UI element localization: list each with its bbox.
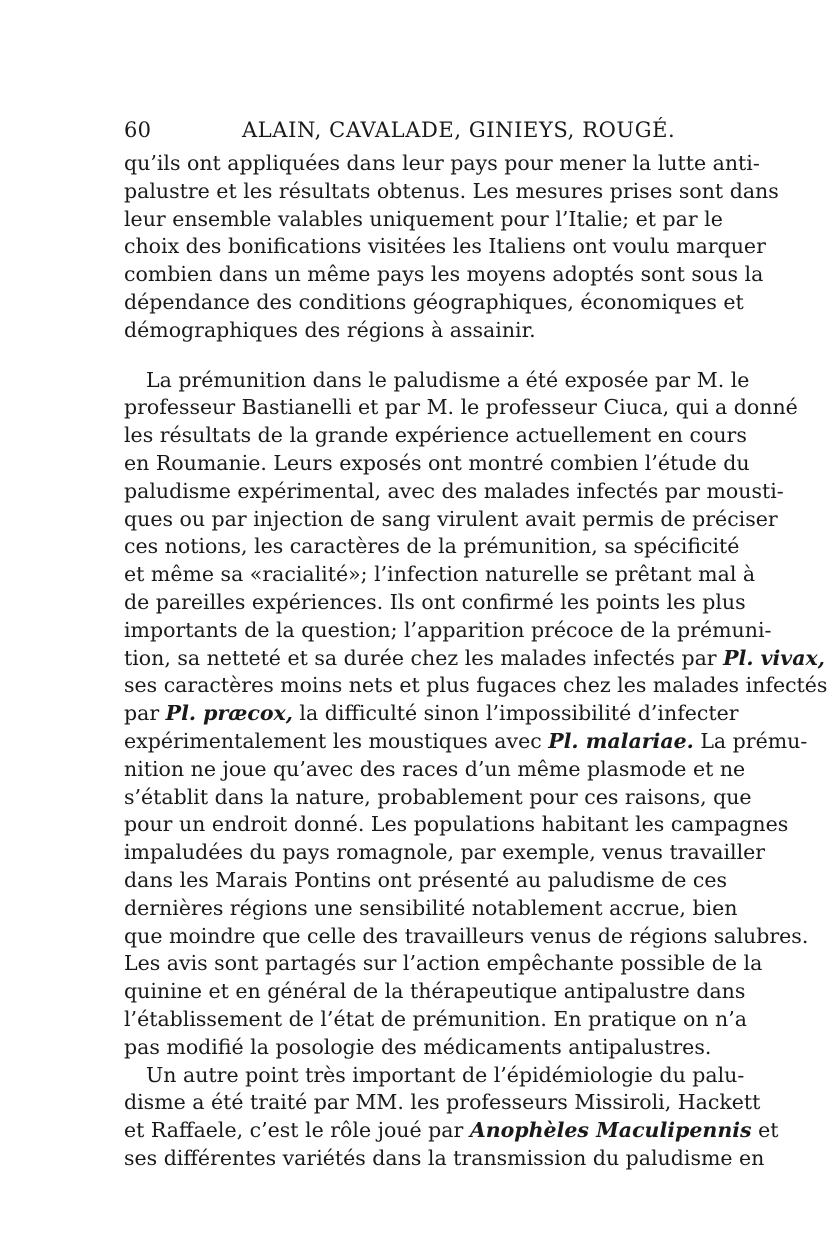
paragraph <box>124 367 827 1062</box>
paragraph-gap <box>124 345 681 367</box>
text-line: ses caractères moins nets et plus fugaces chez les malades infectés <box>124 673 827 698</box>
text-line: qu’ils ont appliquées dans leur pays pour mener la lutte anti- <box>124 151 760 175</box>
text-line: dépendance des conditions géographiques, économiques et <box>124 289 744 314</box>
text-line: impaludées du pays romagnole, par exemple, venus travailler <box>124 840 766 865</box>
text-line: s’établit dans la nature, probablement pour ces raisons, que <box>124 784 752 809</box>
text-line: disme a été traité par MM. les professeurs Missiroli, Hackett <box>124 1090 761 1115</box>
text-line: par Pl. præcox, la difficulté sinon l’impossibilité d’infecter <box>124 701 739 726</box>
text-line: et Raffaele, c’est le rôle joué par Anophèles Maculipennis et <box>124 1118 779 1143</box>
text-line: Les avis sont partagés sur l’action empêchante possible de la <box>124 951 763 976</box>
text-line: leur ensemble valables uniquement pour l’Italie; et par le <box>124 206 723 231</box>
text-line: La prémunition dans le paludisme a été exposée par M. le <box>146 367 750 392</box>
text-line: démographiques des régions à assainir. <box>124 317 536 342</box>
text-line: combien dans un même pays les moyens adoptés sont sous la <box>124 262 764 287</box>
text-line: et même sa «racialité»; l’infection naturelle se prêtant mal à <box>124 562 756 587</box>
text-line: pas modifié la posologie des médicaments antipalustres. <box>124 1034 712 1059</box>
text-line: expérimentalement les moustiques avec Pl. malariae. La prému- <box>124 728 808 753</box>
text-line: choix des bonifications visitées les Italiens ont voulu marquer <box>124 234 766 259</box>
body-text <box>124 150 827 1173</box>
text-line: ques ou par injection de sang virulent avait permis de préciser <box>124 506 778 531</box>
text-line: les résultats de la grande expérience actuellement en cours <box>124 423 747 448</box>
text-line: que moindre que celle des travailleurs venus de régions salubres. <box>124 923 809 948</box>
text-line: en Roumanie. Leurs exposés ont montré combien l’étude du <box>124 450 750 475</box>
paragraph <box>124 1062 779 1173</box>
text-line: dernières régions une sensibilité notablement accrue, bien <box>124 895 738 920</box>
text-line: ses différentes variétés dans la transmission du paludisme en <box>124 1145 765 1170</box>
text-line: Un autre point très important de l’épidémiologie du palu- <box>146 1062 745 1087</box>
text-line: pour un endroit donné. Les populations habitant les campagnes <box>124 812 789 837</box>
text-line: paludisme expérimental, avec des malades infectés par mousti- <box>124 478 784 503</box>
text-line: dans les Marais Pontins ont présenté au paludisme de ces <box>124 867 728 892</box>
running-head: ALAIN, CAVALADE, GINIEYS, ROUGÉ. <box>242 118 676 142</box>
text-line: importants de la question; l’apparition précoce de la prémuni- <box>124 617 772 642</box>
text-line: nition ne joue qu’avec des races d’un même plasmode et ne <box>124 756 746 781</box>
text-line: l’établissement de l’état de prémunition. En pratique on n’a <box>124 1006 747 1031</box>
page-number: 60 <box>124 118 152 142</box>
text-line: palustre et les résultats obtenus. Les mesures prises sont dans <box>124 178 779 203</box>
text-line: quinine et en général de la thérapeutique antipalustre dans <box>124 979 746 1004</box>
text-line: tion, sa netteté et sa durée chez les malades infectés par Pl. vivax, <box>124 645 825 670</box>
text-line: ces notions, les caractères de la prémunition, sa spécificité <box>124 534 740 559</box>
text-line: de pareilles expériences. Ils ont confirmé les points les plus <box>124 589 746 614</box>
paragraph <box>124 150 779 345</box>
text-line: professeur Bastianelli et par M. le professeur Ciuca, qui a donné <box>124 395 798 420</box>
